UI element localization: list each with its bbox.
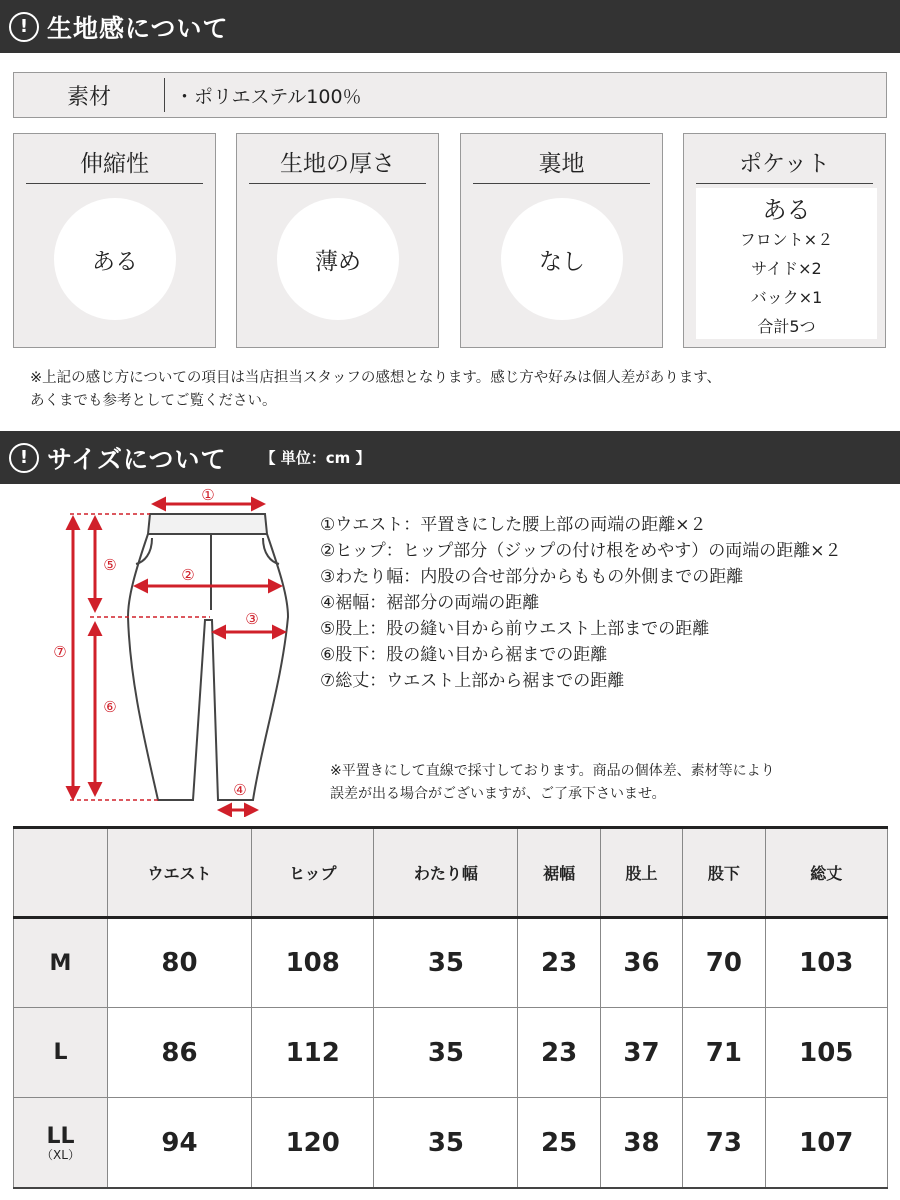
measurement-note-line: 誤差が出る場合がございますが、ご了承下さいませ。 [330,786,666,802]
table-cell: 23 [518,918,600,1008]
measure-arrows [73,504,284,810]
unit-label: 【 単位：cm 】 [260,449,371,467]
material-label: 素材 [66,84,111,110]
size-label [14,1008,108,1098]
measurement-note-line: ※平置きにして直線で採寸しております。商品の個体差、素材等により [330,763,775,779]
thickness-heading: 生地の厚さ [249,146,426,184]
fabric-note-line: あくまでも参考としてご覧ください。 [30,393,277,409]
stretch-heading: 伸縮性 [26,146,203,184]
marker-2: ② [181,566,195,584]
marker-3: ③ [245,610,259,628]
pocket-value: ある [762,196,811,224]
table-cell: 112 [252,1008,374,1098]
table-cell: 94 [108,1098,252,1188]
marker-4: ④ [233,781,247,799]
size-label [14,1098,108,1188]
material-row [13,72,887,118]
pocket-detail: フロント×２ [739,230,834,249]
table-cell: 35 [374,1008,518,1098]
table-cell: 38 [600,1098,682,1188]
table-cell: 103 [765,918,887,1008]
table-header-cell [14,828,108,918]
table-cell: 120 [252,1098,374,1188]
lining-heading: 裏地 [473,146,650,184]
legend-item: ⑥股下：股の縫い目から裾までの距離 [320,645,608,665]
table-cell: 35 [374,918,518,1008]
table-cell: 105 [765,1008,887,1098]
table-header-cell: 裾幅 [518,828,600,918]
fabric-note-line: ※上記の感じ方についての項目は当店担当スタッフの感想となります。感じ方や好みは個人差があります、 [30,370,722,386]
table-header-cell: わたり幅 [374,828,518,918]
table-cell: 37 [600,1008,682,1098]
pants-outline [128,514,288,800]
table-row [14,918,888,1008]
thickness-box [236,133,439,348]
table-header-row [14,828,888,918]
table-header-cell: ウエスト [108,828,252,918]
table-header-cell: 総丈 [765,828,887,918]
table-header-cell: ヒップ [252,828,374,918]
legend-item: ③わたり幅：内股の合せ部分からももの外側までの距離 [320,567,744,587]
size-section-header [0,431,900,484]
table-cell: 86 [108,1008,252,1098]
table-header-cell: 股上 [600,828,682,918]
table-cell: 80 [108,918,252,1008]
fabric-section-header [0,0,900,53]
material-divider [164,78,165,112]
size-label [14,918,108,1008]
legend-item: ④裾幅：裾部分の両端の距離 [320,593,540,613]
size-name: M [49,950,72,976]
pants-measurement-diagram [40,482,320,817]
pocket-box [683,133,886,348]
pocket-detail: バック×1 [750,288,823,307]
size-section-title: サイズについて [47,444,227,474]
table-cell: 107 [765,1098,887,1188]
fabric-section-title: 生地感について [47,13,229,43]
table-header-cell: 股下 [683,828,765,918]
pocket-panel [696,188,877,339]
lining-box [460,133,663,348]
thickness-value: 薄め [277,198,399,320]
table-cell: 36 [600,918,682,1008]
measurement-legend [320,512,841,694]
legend-item: ⑦総丈：ウエスト上部から裾までの距離 [320,671,625,691]
legend-item: ⑤股上：股の縫い目から前ウエスト上部までの距離 [320,619,710,639]
table-cell: 73 [683,1098,765,1188]
size-name: L [53,1040,68,1066]
size-table [13,826,888,1189]
marker-1: ① [201,486,215,504]
fabric-note [30,367,721,413]
legend-item: ①ウエスト：平置きにした腰上部の両端の距離×２ [320,515,707,535]
pocket-heading: ポケット [696,146,873,184]
stretch-value: ある [54,198,176,320]
table-cell: 70 [683,918,765,1008]
size-alt-name: （XL） [41,1147,80,1162]
lining-value: なし [501,198,623,320]
marker-6: ⑥ [103,698,117,716]
table-row [14,1008,888,1098]
size-name: LL [46,1123,75,1149]
table-row [14,1098,888,1188]
legend-item: ②ヒップ：ヒップ部分（ジップの付け根をめやす）の両端の距離×２ [320,541,842,561]
marker-5: ⑤ [103,556,117,574]
material-value: ・ポリエステル100％ [175,85,362,108]
table-cell: 71 [683,1008,765,1098]
exclamation-circle-icon: ! [9,443,39,473]
stretch-box [13,133,216,348]
exclamation-circle-icon: ! [9,12,39,42]
table-cell: 108 [252,918,374,1008]
pocket-detail: 合計5つ [757,317,816,336]
table-cell: 23 [518,1008,600,1098]
table-cell: 25 [518,1098,600,1188]
table-cell: 35 [374,1098,518,1188]
measurement-note [330,760,775,806]
marker-7: ⑦ [53,643,67,661]
pocket-detail: サイド×2 [751,259,822,278]
